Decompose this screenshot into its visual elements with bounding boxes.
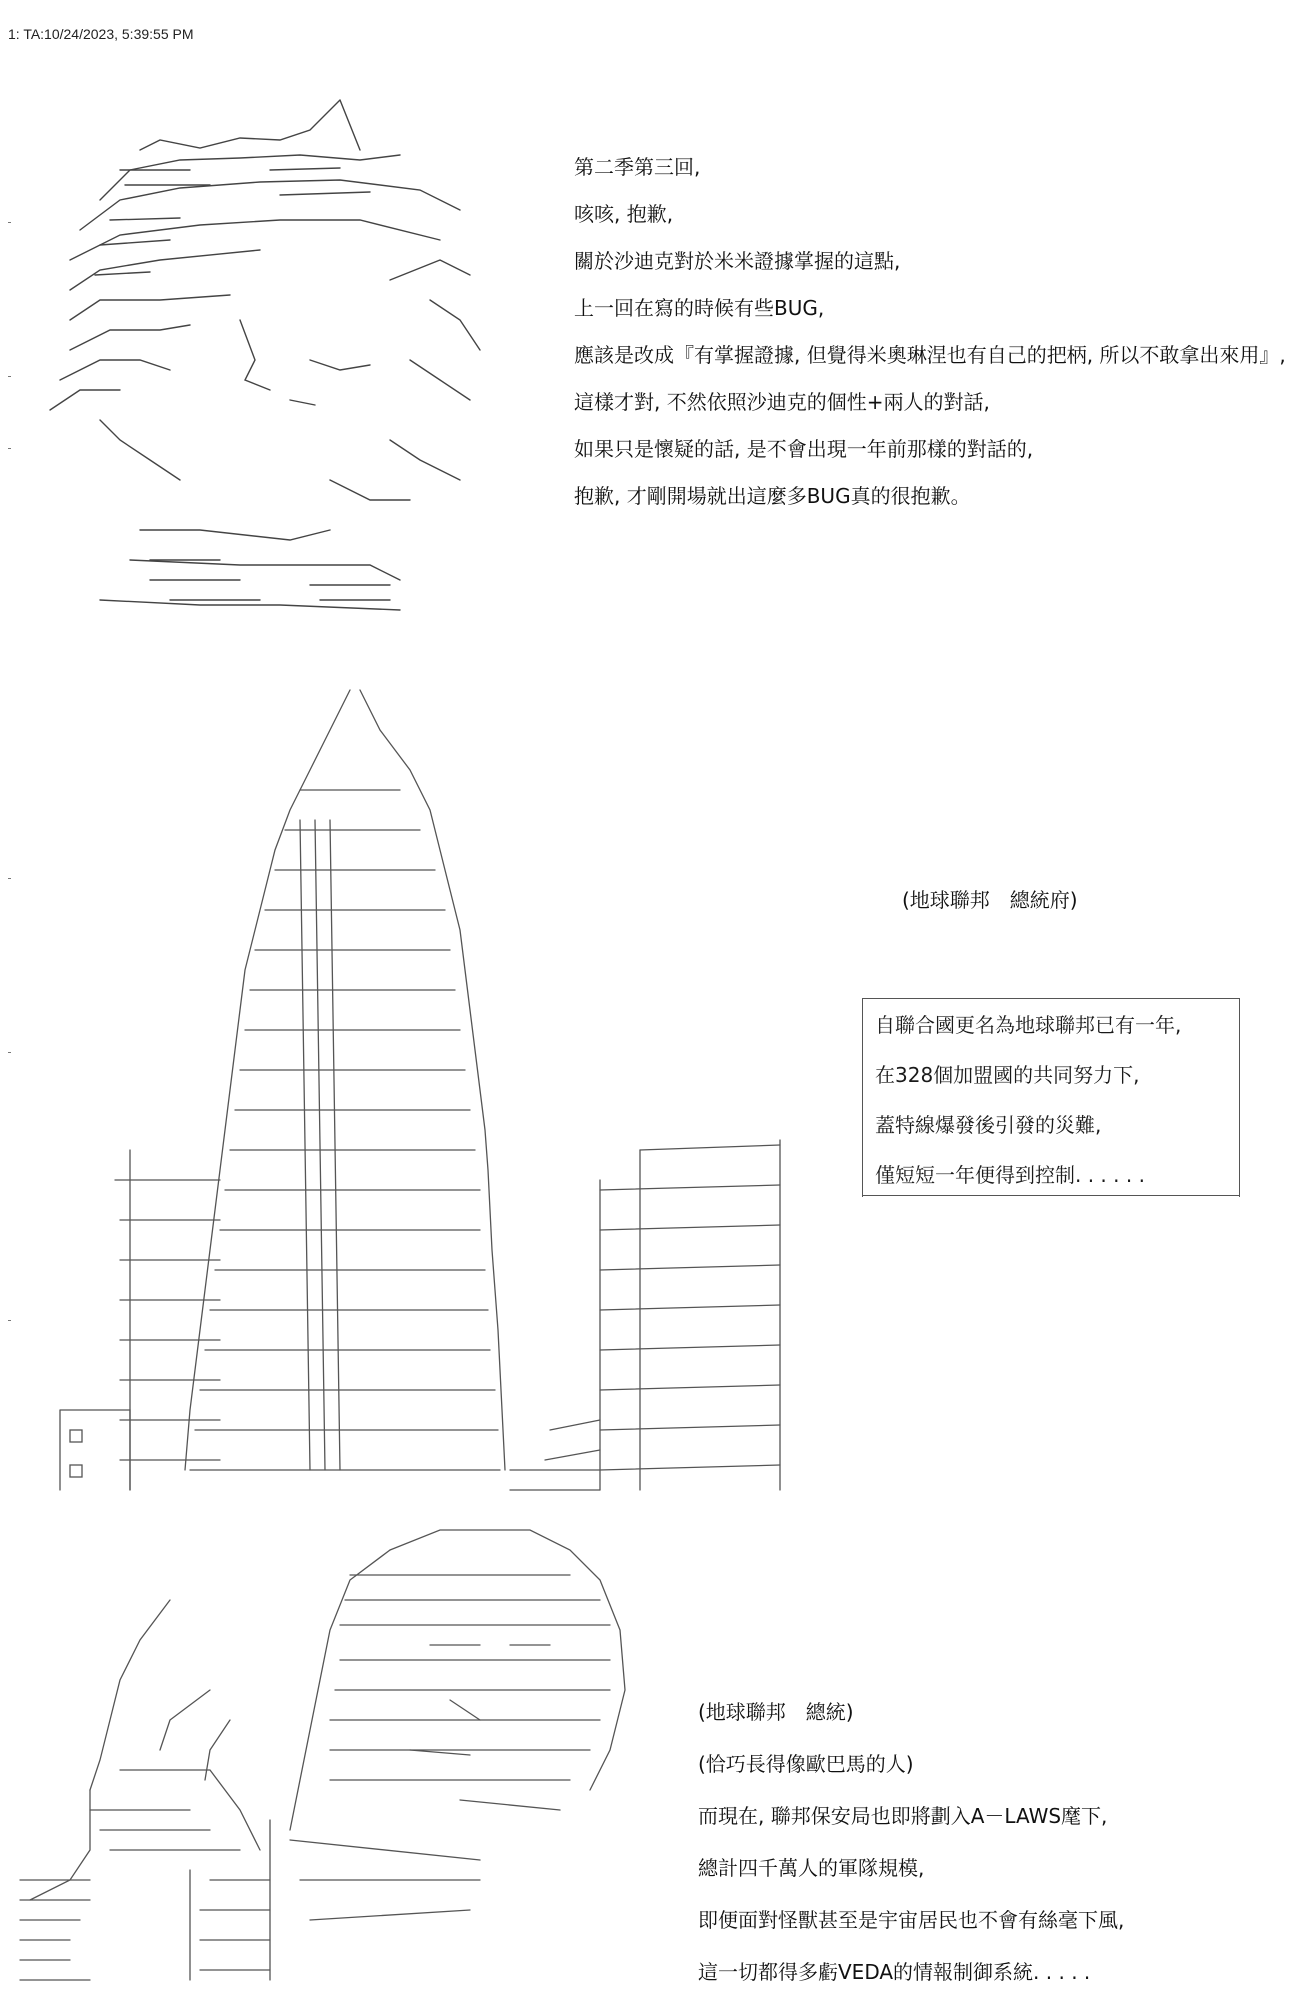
- box-line: 僅短短一年便得到控制. . . . . .: [875, 1163, 1145, 1187]
- text-line: 應該是改成『有掌握證據, 但覺得米奧琳涅也有自己的把柄, 所以不敢拿出來用』,: [574, 343, 1286, 367]
- post-header: 1: TA:10/24/2023, 5:39:55 PM: [8, 26, 194, 42]
- ascii-art-president: [10, 1520, 670, 2000]
- text-line: 而現在, 聯邦保安局也即將劃入A－LAWS麾下,: [698, 1804, 1108, 1828]
- ascii-art-building: [40, 670, 820, 1510]
- text-line: 抱歉, 才剛開場就出這麼多BUG真的很抱歉。: [574, 484, 971, 508]
- section1-text: [574, 144, 1286, 520]
- text-line: 這一切都得多虧VEDA的情報制御系統. . . . .: [698, 1960, 1091, 1984]
- text-line: 第二季第三回,: [574, 155, 701, 179]
- text-line: 總計四千萬人的軍隊規模,: [698, 1856, 925, 1880]
- section2-caption: (地球聯邦 總統府): [902, 888, 1078, 912]
- text-line: 上一回在寫的時候有些BUG,: [574, 296, 825, 320]
- narration-box: [862, 998, 1240, 1196]
- text-line: 如果只是懷疑的話, 是不會出現一年前那樣的對話的,: [574, 437, 1034, 461]
- text-line: (恰巧長得像歐巴馬的人): [698, 1752, 914, 1776]
- box-line: 蓋特線爆發後引發的災難,: [875, 1113, 1102, 1137]
- text-line: 這樣才對, 不然依照沙迪克的個性+兩人的對話,: [574, 390, 990, 414]
- ascii-art-character: [40, 60, 500, 620]
- text-line: 即便面對怪獸甚至是宇宙居民也不會有絲毫下風,: [698, 1908, 1125, 1932]
- text-line: 咳咳, 抱歉,: [574, 202, 674, 226]
- text-line: (地球聯邦 總統): [698, 1700, 854, 1724]
- box-line: 在328個加盟國的共同努力下,: [875, 1063, 1140, 1087]
- box-line: 自聯合國更名為地球聯邦已有一年,: [875, 1013, 1182, 1037]
- section3-text: [698, 1686, 1124, 1998]
- text-line: 關於沙迪克對於米米證據掌握的這點,: [574, 249, 901, 273]
